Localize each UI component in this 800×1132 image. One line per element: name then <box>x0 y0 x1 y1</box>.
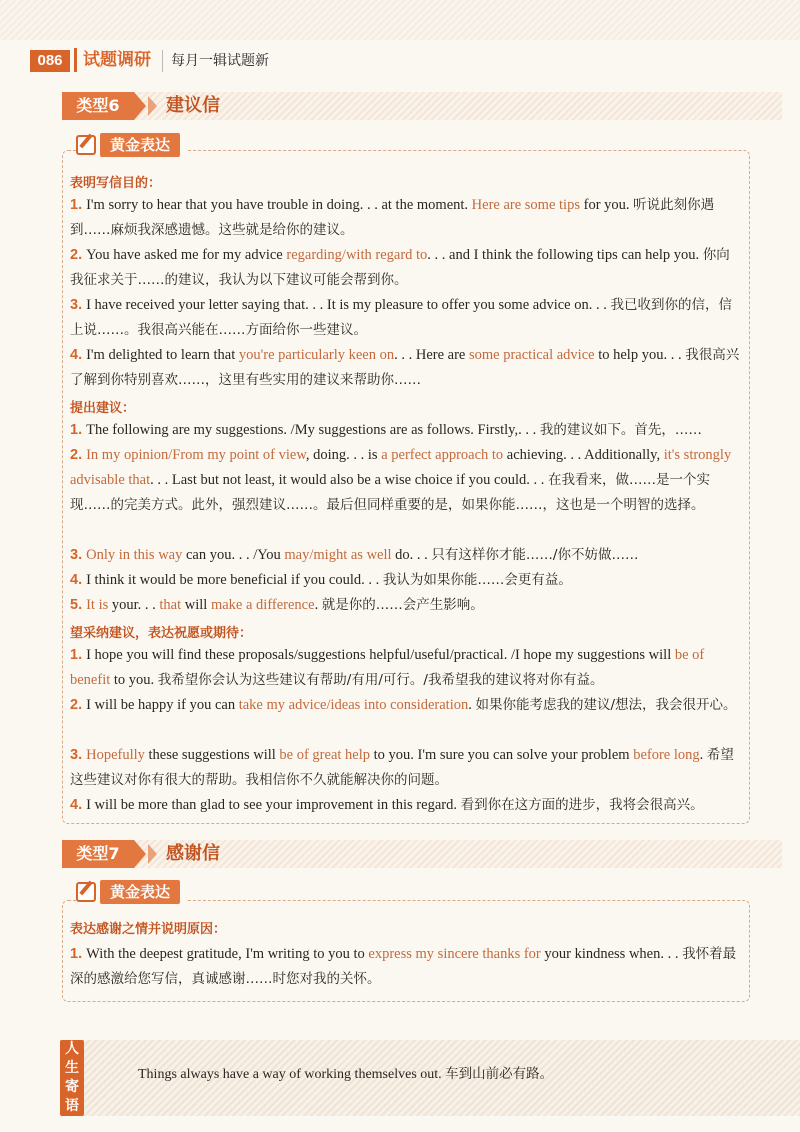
list-item: 3. Hopefully these suggestions will be of great help to you. I'm sure you can solve your problem before long. 希望这些建议对你有很大的帮助。我相信你不久就能解决你的问题。 <box>70 747 734 788</box>
category-heading: 望采纳建议，表达祝愿或期待： <box>70 626 253 641</box>
top-hatch-band <box>0 0 800 40</box>
section-6-gold-tab <box>76 133 186 157</box>
section-7-header <box>62 840 752 868</box>
list-item: 1. The following are my suggestions. /My suggestions are as follows. Firstly,. . . 我的建议如下。首先，…… <box>70 422 702 438</box>
chevron-right-icon <box>134 840 146 868</box>
section-6-type: 类型6 <box>62 92 134 120</box>
page-number: 086 <box>30 50 70 72</box>
page-header <box>0 44 800 74</box>
motto-side-label: 人生寄语 <box>60 1040 84 1116</box>
list-item: 4. I'm delighted to learn that you're particularly keen on. . . Here are some practical advice to help you. . . 我很高兴了解到你特别喜欢……，这里有些实用的建议来帮助你…… <box>70 347 740 388</box>
list-item: 4. I will be more than glad to see your improvement in this regard. 看到你在这方面的进步，我将会很高兴。 <box>70 797 704 813</box>
list-item: 1. I'm sorry to hear that you have trouble in doing. . . at the moment. Here are some tips for you. 听说此刻你遇到……麻烦我深感遗憾。这些就是给你的建议。 <box>70 197 715 238</box>
list-item: 5. It is your. . . that will make a difference. 就是你的……会产生影响。 <box>70 597 484 613</box>
list-item: 1. With the deepest gratitude, I'm writing to you to express my sincere thanks for your kindness when. . . 我怀着最深的感激给您写信，真诚感谢……时您对我的关怀。 <box>70 946 737 987</box>
list-item: 2. In my opinion/From my point of view, doing. . . is a perfect approach to achieving. . . Additionally, it's strongly advisable that. . . Last but not least, it would also be a wise choice if you could. . . 在我看来，做……是一个实现……的完美方式。此外，强烈建议……。最后但同样重要的是，如果你能……，这也是一个明智的选择。 <box>70 447 732 513</box>
chevron-right-icon <box>148 96 157 116</box>
pencil-note-icon <box>76 882 96 902</box>
category-heading: 表明写信目的： <box>70 176 162 191</box>
motto-text: Things always have a way of working themselves out. 车到山前必有路。 <box>138 1066 554 1082</box>
chevron-right-icon <box>134 92 146 120</box>
list-item: 4. I think it would be more beneficial if you could. . . 我认为如果你能……会更有益。 <box>70 572 572 588</box>
chevron-right-icon <box>148 844 157 864</box>
page-subtitle: 每月一辑试题新 <box>162 50 269 72</box>
page-section-label: 试题调研 <box>74 48 163 72</box>
list-item: 3. I have received your letter saying that. . . It is my pleasure to offer you some advice on. . . 我已收到你的信，信上说……。我很高兴能在……方面给你一些建议。 <box>70 297 732 338</box>
section-6-header <box>62 92 752 120</box>
category-heading: 表达感谢之情并说明原因： <box>70 922 227 937</box>
list-item: 3. Only in this way can you. . . /You may/might as well do. . . 只有这样你才能……/你不妨做…… <box>70 547 639 563</box>
list-item: 1. I hope you will find these proposals/suggestions helpful/useful/practical. /I hope my suggestions will be of benefit to you. 我希望你会认为这些建议有帮助/有用/可行。/我希望我的建议将对你有益。 <box>70 647 705 688</box>
section-7-gold-tab <box>76 880 186 904</box>
gold-label: 黄金表达 <box>100 880 180 904</box>
gold-label: 黄金表达 <box>100 133 180 157</box>
category-heading: 提出建议： <box>70 401 136 416</box>
section-6-title: 建议信 <box>166 95 220 116</box>
list-item: 2. I will be happy if you can take my advice/ideas into consideration. 如果你能考虑我的建议/想法，我会很开心。 <box>70 697 737 713</box>
list-item: 2. You have asked me for my advice regarding/with regard to. . . and I think the following tips can help you. 你向我征求关于……的建议，我认为以下建议可能会帮到你。 <box>70 247 730 288</box>
section-7-title: 感谢信 <box>166 843 220 864</box>
section-7-type: 类型7 <box>62 840 134 868</box>
pencil-note-icon <box>76 135 96 155</box>
